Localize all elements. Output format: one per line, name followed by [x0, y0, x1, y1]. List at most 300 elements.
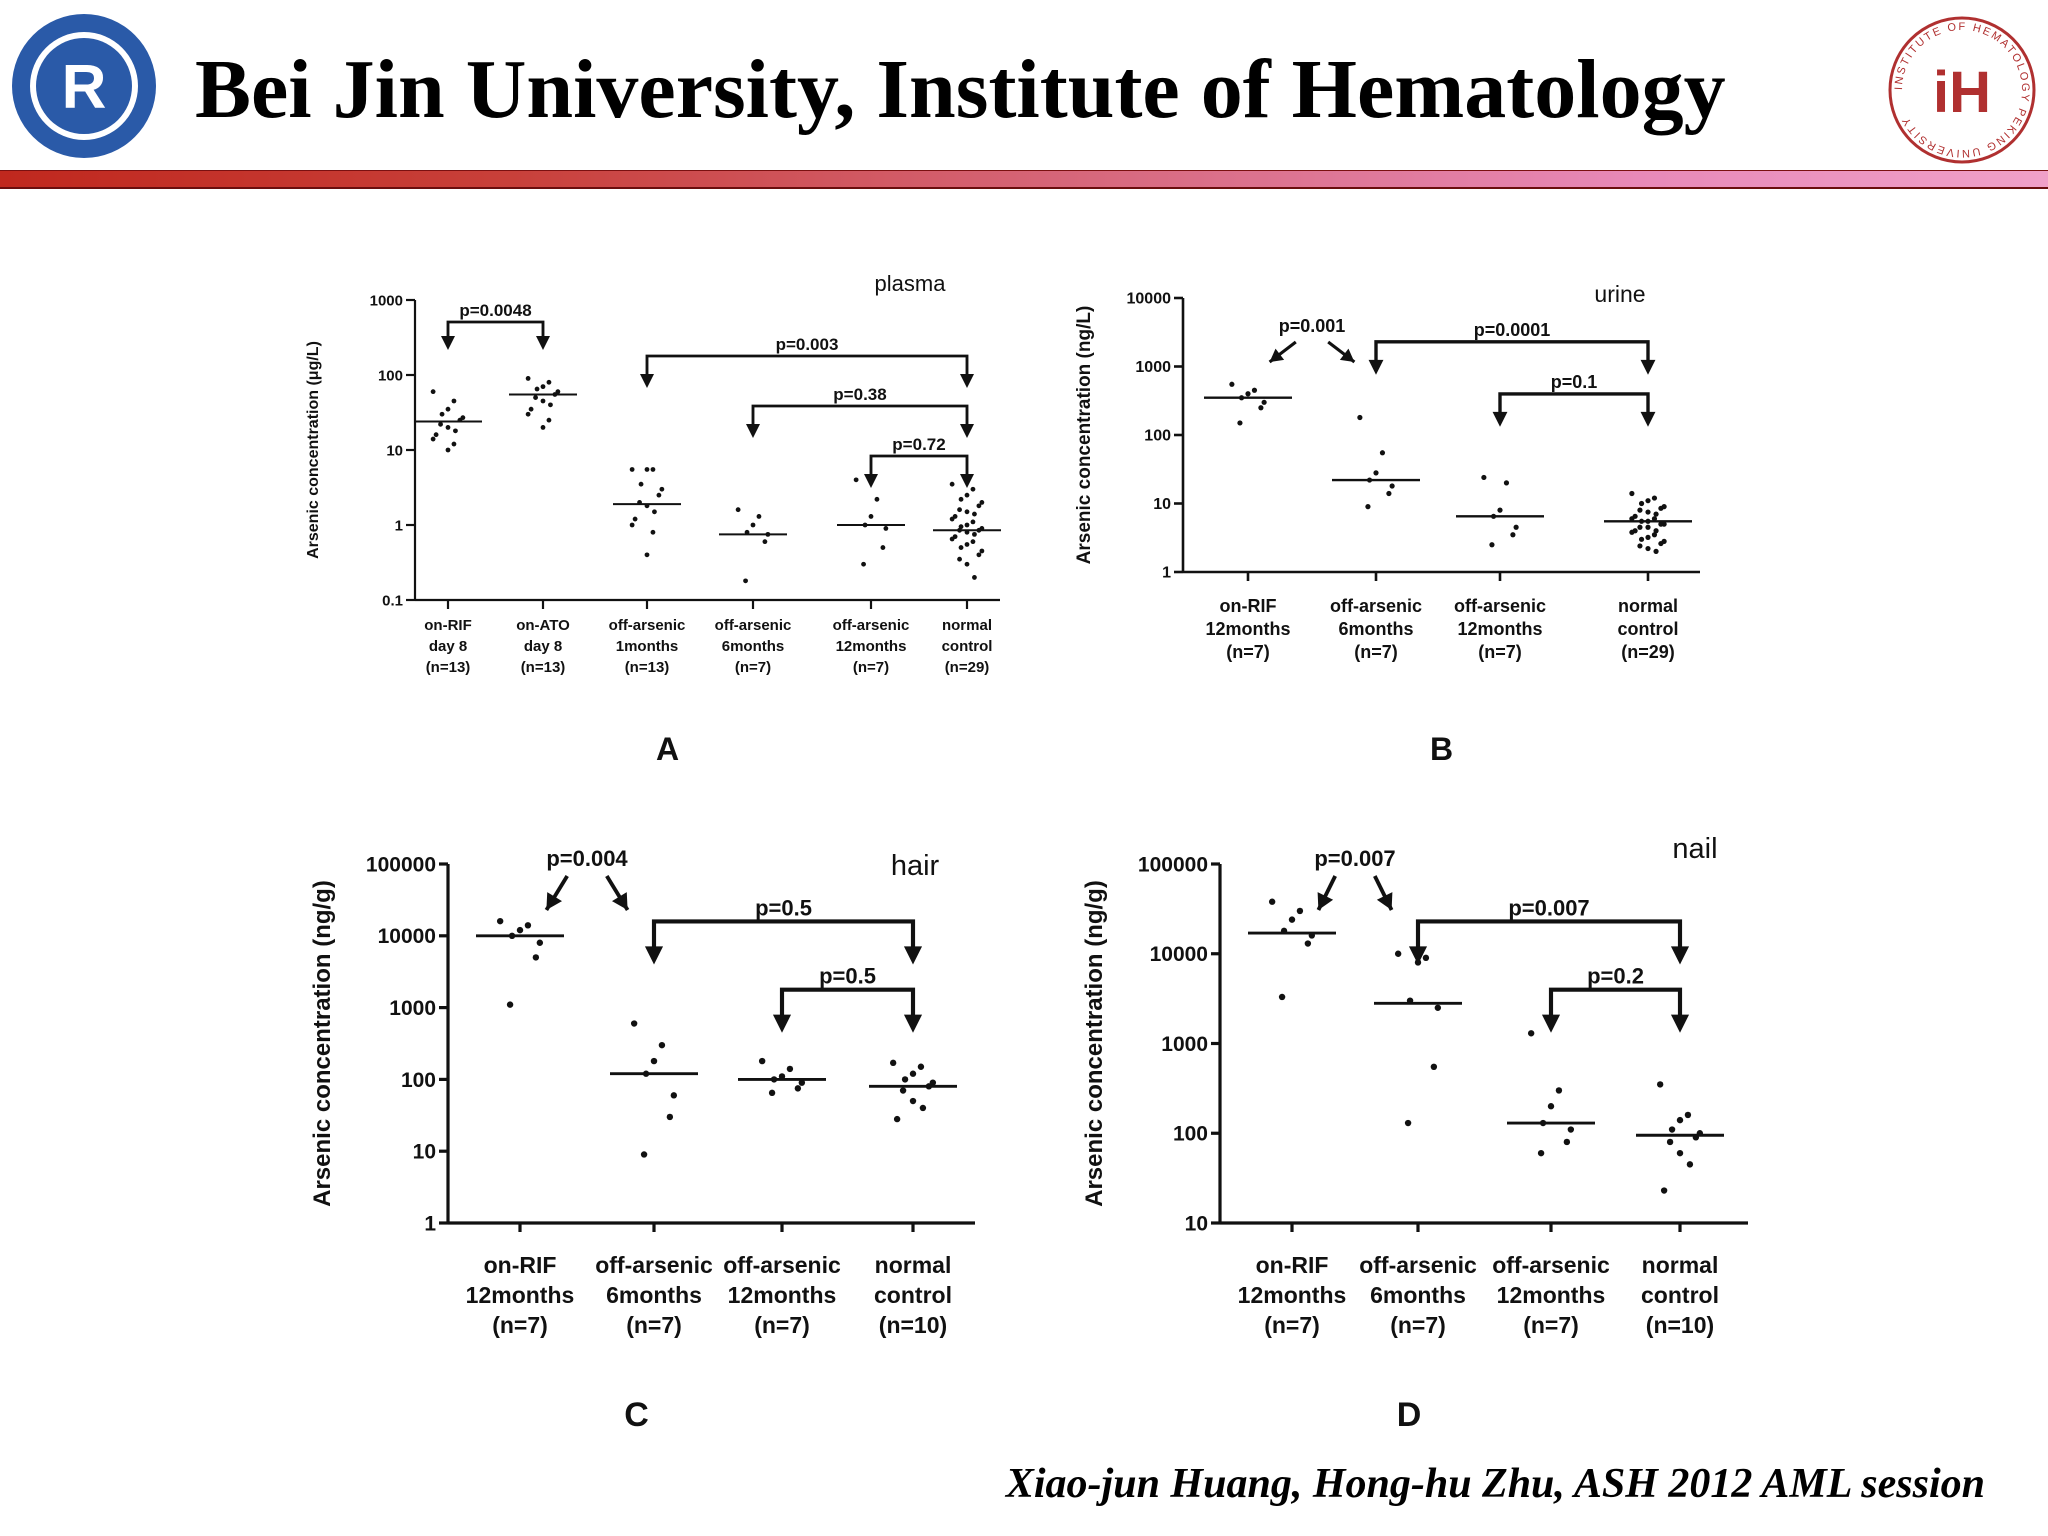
data-point: [535, 387, 540, 392]
p-value-label: p=0.001: [1278, 316, 1346, 336]
data-point: [902, 1076, 908, 1082]
y-axis-label: Arsenic concentration (μg/L): [305, 341, 322, 559]
data-point: [1637, 543, 1642, 548]
data-point: [959, 545, 964, 550]
data-point: [1653, 549, 1658, 554]
x-category-label-line: (n=13): [624, 659, 670, 676]
data-point: [529, 407, 534, 412]
y-axis-label: Arsenic concentration (ng/L): [1074, 305, 1095, 565]
data-point: [1687, 1161, 1693, 1167]
data-point: [977, 503, 982, 508]
data-point: [1390, 483, 1395, 488]
data-point: [1305, 940, 1311, 946]
chart-title: plasma: [874, 271, 946, 296]
x-category-label: [1238, 1252, 1347, 1338]
data-point: [1677, 1117, 1683, 1123]
logo-right-text: iH: [1933, 60, 1991, 125]
arrow-head: [1340, 349, 1355, 362]
data-point: [1395, 951, 1401, 957]
panel-letter: C: [624, 1396, 649, 1434]
x-category-label-line: (n=7): [1390, 1312, 1446, 1338]
arrow-head: [960, 374, 974, 388]
data-point: [1645, 509, 1650, 514]
data-point: [641, 1151, 647, 1157]
y-tick-label: 0.1: [382, 592, 403, 610]
x-category-label-line: (n=7): [1478, 642, 1522, 662]
x-category-label-line: (n=7): [852, 659, 890, 676]
data-point: [1289, 916, 1295, 922]
data-point: [736, 507, 741, 512]
data-point: [541, 399, 546, 404]
data-point: [645, 552, 650, 557]
data-point: [1528, 1030, 1534, 1036]
x-category-label-line: off-arsenic: [608, 617, 686, 634]
p-value-label: p=0.004: [546, 846, 628, 871]
significance-comparison: [746, 385, 974, 438]
arrow-head: [441, 336, 455, 350]
x-category-label: [874, 1252, 952, 1338]
data-point: [1380, 450, 1385, 455]
data-point: [1658, 506, 1663, 511]
data-point: [1279, 994, 1285, 1000]
arrow-head: [960, 474, 974, 488]
y-tick-label: 10000: [377, 925, 436, 949]
x-category-label: [942, 617, 993, 676]
x-category-label-line: normal: [1617, 596, 1679, 616]
y-tick-label: 10: [1153, 496, 1171, 514]
significance-comparison: [1409, 895, 1689, 964]
data-point: [1245, 391, 1250, 396]
x-category-label: [1359, 1252, 1477, 1338]
significance-comparison: [1493, 372, 1656, 427]
y-tick-label: 10: [1184, 1212, 1208, 1236]
x-category-label-line: normal: [874, 1252, 952, 1278]
data-point: [657, 493, 662, 498]
p-value-label: p=0.72: [892, 435, 946, 454]
x-category-label-line: 6months: [1370, 1282, 1466, 1308]
data-point: [547, 380, 552, 385]
data-point: [1669, 1126, 1675, 1132]
y-tick-label: 100000: [1137, 853, 1208, 877]
data-point: [881, 545, 886, 550]
significance-comparison: [1542, 964, 1689, 1033]
y-tick-label: 100: [377, 367, 403, 385]
data-point: [787, 1066, 793, 1072]
x-category-label-line: control: [874, 1282, 952, 1308]
x-category-label-line: 6months: [721, 638, 785, 655]
arrow-head: [1270, 349, 1285, 362]
data-point: [517, 927, 523, 933]
data-point: [1667, 1139, 1673, 1145]
data-point: [950, 517, 955, 522]
data-point: [533, 954, 539, 960]
data-point: [1548, 1103, 1554, 1109]
bracket-line: [1551, 990, 1680, 1016]
x-category-label: [609, 617, 686, 676]
x-category-label-line: off-arsenic: [595, 1252, 713, 1278]
data-point: [965, 493, 970, 498]
chart-panel-b: [1074, 281, 1700, 767]
data-point: [861, 562, 866, 567]
x-category-label-line: normal: [1641, 1252, 1719, 1278]
x-category-label-line: (n=29): [1621, 642, 1675, 662]
data-point: [1252, 388, 1257, 393]
data-point: [1229, 382, 1234, 387]
page-title: Bei Jin University, Institute of Hematology: [195, 43, 1726, 136]
y-tick-label: 1000: [369, 292, 403, 310]
x-category-label: [424, 617, 471, 676]
data-point: [1645, 498, 1650, 503]
arrow-head: [1542, 1015, 1560, 1033]
data-point: [1629, 491, 1634, 496]
data-point: [743, 578, 748, 583]
data-point: [1258, 405, 1263, 410]
data-point: [431, 389, 436, 394]
data-point: [639, 482, 644, 487]
logo-left-letter: R: [61, 53, 107, 122]
x-category-label-line: control: [1641, 1282, 1719, 1308]
logo-right-ring-text: INSTITUTE OF HEMATOLOGY PEKING UNIVERSITY: [1892, 20, 2032, 160]
chart-title: urine: [1594, 281, 1646, 307]
data-point: [659, 1042, 665, 1048]
chart-panel-a: [305, 271, 1001, 767]
arrow-head: [904, 946, 922, 964]
data-point: [671, 1092, 677, 1098]
x-category-label-line: 6months: [1338, 619, 1414, 639]
data-point: [431, 437, 436, 442]
bracket-line: [782, 990, 913, 1016]
data-point: [1514, 525, 1519, 530]
y-tick-label: 100: [1144, 427, 1171, 445]
data-point: [446, 407, 451, 412]
arrow-head: [1641, 360, 1656, 375]
x-category-label-line: (n=7): [492, 1312, 548, 1338]
x-category-label-line: on-ATO: [516, 617, 570, 634]
x-category-label-line: on-RIF: [483, 1252, 557, 1278]
y-tick-label: 1: [394, 517, 403, 535]
significance-comparison: [1270, 316, 1355, 362]
x-category-label: [723, 1252, 841, 1338]
citation: Xiao-jun Huang, Hong-hu Zhu, ASH 2012 AML session: [1005, 1461, 1985, 1507]
x-category-label: [1330, 596, 1422, 662]
x-category-label-line: off-arsenic: [1453, 596, 1547, 616]
arrow-head: [640, 374, 654, 388]
x-category-label-line: 6months: [606, 1282, 702, 1308]
data-point: [1629, 530, 1634, 535]
data-point: [910, 1098, 916, 1104]
arrow-head: [1369, 360, 1384, 375]
x-category-label-line: normal: [941, 617, 993, 634]
arrow-head: [773, 1015, 791, 1033]
data-point: [541, 425, 546, 430]
data-point: [957, 557, 962, 562]
p-value-label: p=0.003: [775, 335, 839, 354]
data-point: [759, 1058, 765, 1064]
x-category-label: [715, 617, 792, 676]
arrow-head: [1671, 1015, 1689, 1033]
p-value-label: p=0.5: [755, 895, 812, 921]
data-point: [645, 467, 650, 472]
data-point: [1297, 908, 1303, 914]
data-point: [918, 1064, 924, 1070]
chart-title: nail: [1672, 833, 1718, 865]
p-value-label: p=0.007: [1508, 895, 1590, 921]
data-point: [894, 1116, 900, 1122]
x-category-label-line: (n=10): [878, 1312, 948, 1338]
data-point: [757, 514, 762, 519]
x-category-label-line: off-arsenic: [714, 617, 792, 634]
data-point: [1658, 541, 1663, 546]
data-point: [1262, 400, 1267, 405]
x-category-label: [1454, 596, 1546, 662]
arrow-head: [645, 946, 663, 964]
chart-panel-c: [309, 846, 975, 1434]
data-point: [1504, 480, 1509, 485]
data-point: [651, 1058, 657, 1064]
x-category-label-line: 1months: [615, 638, 679, 655]
data-point: [875, 497, 880, 502]
x-category-label: [466, 1252, 575, 1338]
significance-comparison: [546, 846, 628, 910]
y-axis-label: Arsenic concentration (ng/g): [1081, 880, 1108, 1207]
y-tick-label: 1: [1162, 564, 1171, 582]
data-point: [977, 552, 982, 557]
data-point: [795, 1085, 801, 1091]
x-category-label-line: off-arsenic: [832, 617, 910, 634]
data-point: [950, 482, 955, 487]
data-point: [1661, 1187, 1667, 1193]
bracket-line: [654, 921, 913, 947]
x-category-label-line: 12months: [835, 638, 907, 655]
panel-letter: D: [1396, 1396, 1422, 1434]
bracket-line: [448, 322, 543, 337]
x-category-label-line: day 8: [523, 638, 563, 655]
p-value-label: p=0.1: [1550, 371, 1598, 392]
data-point: [440, 412, 445, 417]
data-point: [438, 422, 443, 427]
x-category-label: [1205, 596, 1290, 662]
data-point: [547, 418, 552, 423]
data-point: [1677, 1150, 1683, 1156]
y-tick-label: 100: [1172, 1122, 1208, 1146]
data-point: [890, 1060, 896, 1066]
data-point: [950, 537, 955, 542]
x-category-label-line: off-arsenic: [1359, 1252, 1477, 1278]
data-point: [971, 539, 976, 544]
y-tick-label: 10: [412, 1140, 436, 1164]
x-category-label-line: 12months: [1457, 619, 1543, 639]
arrow-head: [904, 1015, 922, 1033]
y-tick-label: 10: [386, 442, 403, 460]
x-category-label-line: (n=7): [734, 659, 772, 676]
x-category-label-line: (n=13): [520, 659, 566, 676]
y-tick-label: 1000: [1135, 359, 1171, 377]
chart-panel-d: [1081, 833, 1748, 1434]
x-category-label-line: off-arsenic: [723, 1252, 841, 1278]
data-point: [1637, 525, 1642, 530]
data-point: [1645, 535, 1650, 540]
bracket-line: [1376, 342, 1648, 361]
data-point: [631, 1020, 637, 1026]
data-point: [1405, 1120, 1411, 1126]
y-axis-label: Arsenic concentration (ng/g): [309, 880, 336, 1207]
data-point: [633, 517, 638, 522]
x-category-label-line: (n=7): [626, 1312, 682, 1338]
p-value-label: p=0.007: [1314, 846, 1396, 871]
data-point: [526, 376, 531, 381]
data-point: [1481, 475, 1486, 480]
data-point: [541, 384, 546, 389]
x-category-label-line: 12months: [465, 1282, 575, 1308]
p-value-label: p=0.0048: [459, 301, 532, 320]
x-category-label-line: 12months: [1237, 1282, 1347, 1308]
y-tick-label: 10000: [1126, 290, 1171, 308]
data-point: [667, 1114, 673, 1120]
x-category-label-line: 12months: [1496, 1282, 1606, 1308]
arrow-head: [960, 424, 974, 438]
data-point: [957, 507, 962, 512]
data-point: [1639, 501, 1644, 506]
chart-title: hair: [890, 850, 940, 882]
x-category-label-line: 12months: [1205, 619, 1291, 639]
data-point: [1556, 1087, 1562, 1093]
data-point: [652, 509, 657, 514]
x-category-label-line: (n=29): [944, 659, 990, 676]
significance-comparison: [645, 895, 922, 964]
data-point: [1538, 1150, 1544, 1156]
significance-comparison: [1314, 846, 1395, 910]
data-point: [507, 1001, 513, 1007]
data-point: [1365, 504, 1370, 509]
data-point: [659, 487, 664, 492]
data-point: [1357, 415, 1362, 420]
x-category-label: [1641, 1252, 1719, 1338]
x-category-label: [595, 1252, 713, 1338]
data-point: [1657, 1081, 1663, 1087]
significance-comparison: [1369, 320, 1656, 375]
data-point: [883, 526, 888, 531]
x-category-label-line: (n=7): [1264, 1312, 1320, 1338]
data-point: [1269, 899, 1275, 905]
data-point: [971, 519, 976, 524]
x-category-label-line: (n=13): [425, 659, 471, 676]
x-category-label: [1618, 596, 1679, 662]
data-point: [900, 1087, 906, 1093]
data-point: [548, 402, 553, 407]
bracket-line: [1500, 394, 1648, 413]
x-category-label-line: (n=7): [754, 1312, 810, 1338]
data-point: [769, 1090, 775, 1096]
x-category-label-line: (n=7): [1354, 642, 1398, 662]
data-point: [1652, 495, 1657, 500]
data-point: [1423, 955, 1429, 961]
p-value-label: p=0.5: [819, 963, 876, 989]
arrow-head: [1641, 412, 1656, 427]
data-point: [869, 514, 874, 519]
arrow-head: [746, 424, 760, 438]
p-value-label: p=0.38: [833, 385, 887, 404]
data-point: [972, 532, 977, 537]
data-point: [979, 549, 984, 554]
data-point: [910, 1071, 916, 1077]
x-category-label-line: control: [941, 638, 993, 655]
x-category-label-line: (n=7): [1226, 642, 1270, 662]
bracket-line: [753, 406, 967, 425]
data-point: [497, 918, 503, 924]
data-point: [1510, 532, 1515, 537]
data-point: [630, 523, 635, 528]
data-point: [959, 497, 964, 502]
data-point: [965, 542, 970, 547]
data-point: [1685, 1112, 1691, 1118]
data-point: [651, 530, 656, 535]
significance-comparison: [773, 964, 922, 1033]
data-point: [972, 512, 977, 517]
x-category-label: [516, 617, 570, 676]
data-point: [1431, 1064, 1437, 1070]
data-point: [763, 539, 768, 544]
arrow-head: [536, 336, 550, 350]
data-point: [1568, 1126, 1574, 1132]
y-tick-label: 1000: [1161, 1032, 1208, 1056]
data-point: [651, 467, 656, 472]
y-tick-label: 1: [424, 1212, 436, 1236]
data-point: [965, 562, 970, 567]
data-point: [751, 523, 756, 528]
data-point: [453, 428, 458, 433]
x-category-label-line: on-RIF: [424, 617, 472, 634]
data-point: [533, 395, 538, 400]
data-point: [965, 523, 970, 528]
data-point: [1645, 546, 1650, 551]
y-tick-label: 1000: [389, 996, 436, 1020]
data-point: [1645, 525, 1650, 530]
x-category-label-line: off-arsenic: [1492, 1252, 1610, 1278]
significance-comparison: [864, 435, 974, 488]
data-point: [1564, 1139, 1570, 1145]
data-point: [972, 575, 977, 580]
data-point: [1637, 508, 1642, 513]
data-point: [1639, 537, 1644, 542]
data-point: [525, 922, 531, 928]
data-point: [1489, 542, 1494, 547]
data-point: [1653, 512, 1658, 517]
x-category-label-line: off-arsenic: [1329, 596, 1423, 616]
y-tick-label: 10000: [1149, 943, 1208, 967]
data-point: [1373, 470, 1378, 475]
data-point: [537, 940, 543, 946]
data-point: [1386, 491, 1391, 496]
panel-letter: B: [1429, 731, 1454, 767]
arrow-head: [1671, 946, 1689, 964]
data-point: [434, 432, 439, 437]
data-point: [1497, 508, 1502, 513]
x-category-label-line: (n=10): [1645, 1312, 1715, 1338]
x-category-label-line: day 8: [428, 638, 468, 655]
arrow-head: [1493, 412, 1508, 427]
data-point: [1237, 420, 1242, 425]
significance-comparison: [640, 335, 974, 388]
bracket-line: [1418, 921, 1680, 947]
data-point: [630, 467, 635, 472]
data-point: [446, 448, 451, 453]
significance-comparison: [441, 301, 550, 350]
data-point: [1652, 532, 1657, 537]
data-point: [452, 399, 457, 404]
y-tick-label: 100000: [365, 853, 436, 877]
x-category-label-line: control: [1617, 619, 1679, 639]
data-point: [920, 1105, 926, 1111]
